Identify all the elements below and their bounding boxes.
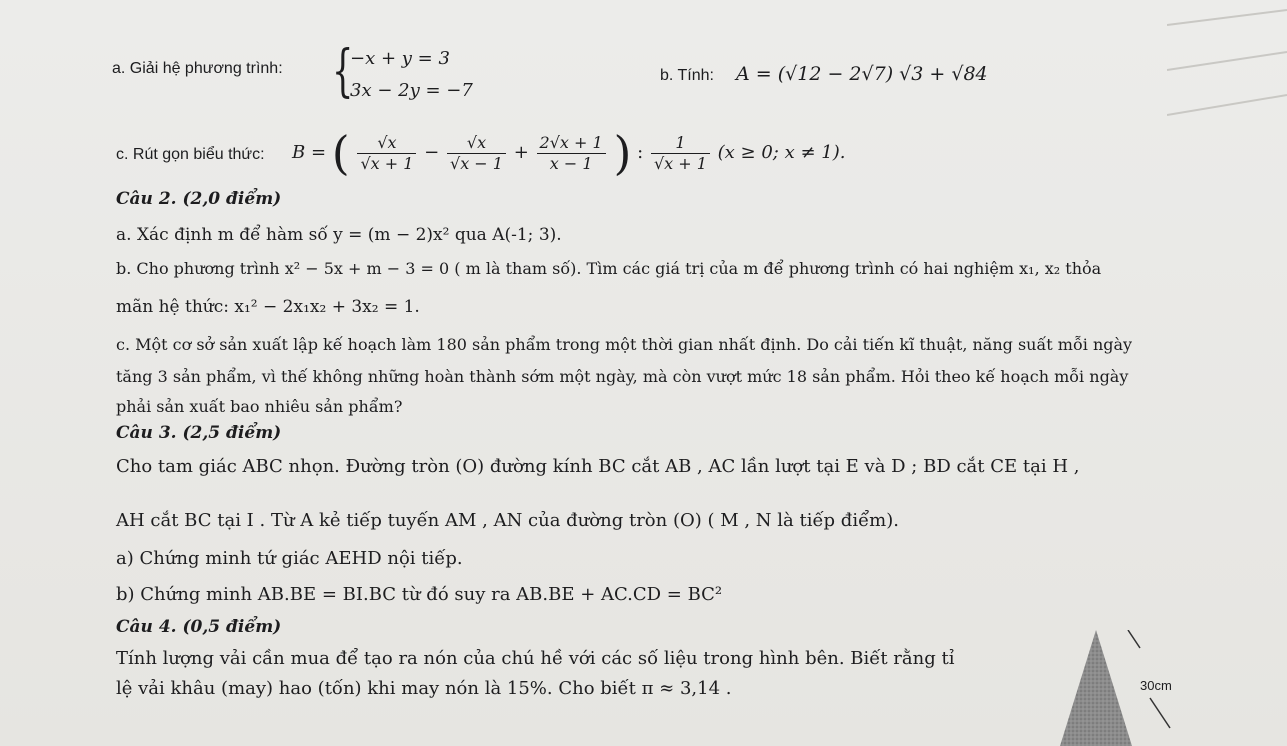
q1b-label: b. Tính: [660, 67, 714, 84]
q1c-lhs: B = [292, 142, 327, 163]
q4-title: Câu 4. (0,5 điểm) [116, 617, 282, 637]
q3-text-line1: Cho tam giác ABC nhọn. Đường tròn (O) đường kính BC cắt AB , AC lần lượt tại E và D ; BD cắt CE tại H , [116, 456, 1080, 477]
q1a-eq2: 3x − 2y = −7 [350, 80, 473, 101]
minus-sign: − [424, 142, 440, 163]
plus-sign: + [513, 142, 529, 163]
q4-text-line1: Tính lượng vải cần mua để tạo ra nón của chú hề với các số liệu trong hình bên. Biết rằng tỉ [116, 648, 955, 669]
q1b-expression: A = (√12 − 2√7) √3 + √84 [736, 63, 988, 85]
cone-figure [1060, 630, 1200, 746]
q2c-text-line3: phải sản xuất bao nhiêu sản phẩm? [116, 397, 403, 416]
right-paren: ) [613, 126, 632, 180]
q2c-text-line1: c. Một cơ sở sản xuất lập kế hoạch làm 180 sản phẩm trong một thời gian nhất định. Do cải tiến kĩ thuật, năng suất mỗi ngày [116, 335, 1133, 354]
paper-edge-lines [1167, 0, 1287, 140]
fraction-2-num: √x [447, 133, 506, 154]
fraction-2 [447, 133, 506, 174]
fraction-3-den: x − 1 [549, 153, 593, 173]
q2c-text-line2: tăng 3 sản phẩm, vì thế không những hoàn thành sớm một ngày, mà còn vượt mức 18 sản phẩm. Hỏi theo kế hoạch mỗi ngày [116, 367, 1129, 386]
dimension-line-top [1128, 630, 1140, 648]
q3-title: Câu 3. (2,5 điểm) [116, 423, 282, 443]
q2b-text-line1: b. Cho phương trình x² − 5x + m − 3 = 0 ( m là tham số). Tìm các giá trị của m để phương trình có hai nghiệm x₁, x₂ thỏa [116, 259, 1102, 278]
fraction-1-num: √x [357, 133, 416, 154]
dimension-line-bottom [1150, 698, 1170, 728]
q1c-condition: (x ≥ 0; x ≠ 1). [717, 142, 846, 163]
fraction-2-den: √x − 1 [450, 153, 503, 173]
colon-sign: : [637, 142, 644, 163]
q1a-system [332, 39, 512, 104]
q2-title: Câu 2. (2,0 điểm) [116, 189, 282, 209]
fraction-1 [357, 133, 416, 174]
q4-text-line2: lệ vải khâu (may) hao (tốn) khi may nón là 15%. Cho biết π ≈ 3,14 . [116, 678, 732, 699]
q3a-text: a) Chứng minh tứ giác AEHD nội tiếp. [116, 548, 463, 569]
q1a-label: a. Giải hệ phương trình: [112, 60, 283, 77]
q1a-eq1: −x + y = 3 [350, 48, 450, 69]
system-brace: { [332, 39, 354, 104]
q3b-text: b) Chứng minh AB.BE = BI.BC từ đó suy ra AB.BE + AC.CD = BC² [116, 584, 723, 605]
fraction-3-num: 2√x + 1 [537, 133, 606, 154]
q3-text-line2: AH cắt BC tại I . Từ A kẻ tiếp tuyến AM , AN của đường tròn (O) ( M , N là tiếp điểm). [116, 510, 899, 531]
q1c-label: c. Rút gọn biểu thức: [116, 146, 265, 163]
fraction-1-den: √x + 1 [360, 153, 414, 173]
cone-shape [1060, 630, 1132, 746]
fraction-3 [537, 133, 606, 174]
cone-dimension-label: 30cm [1140, 678, 1172, 693]
fraction-4-num: 1 [651, 133, 710, 154]
fraction-4 [651, 133, 710, 174]
q2b-text-line2: mãn hệ thức: x₁² − 2x₁x₂ + 3x₂ = 1. [116, 297, 420, 317]
q1c-expression [292, 118, 845, 188]
fraction-4-den: √x + 1 [653, 153, 707, 173]
left-paren: ( [331, 126, 350, 180]
q2a-text: a. Xác định m để hàm số y = (m − 2)x² qua A(-1; 3). [116, 225, 562, 245]
